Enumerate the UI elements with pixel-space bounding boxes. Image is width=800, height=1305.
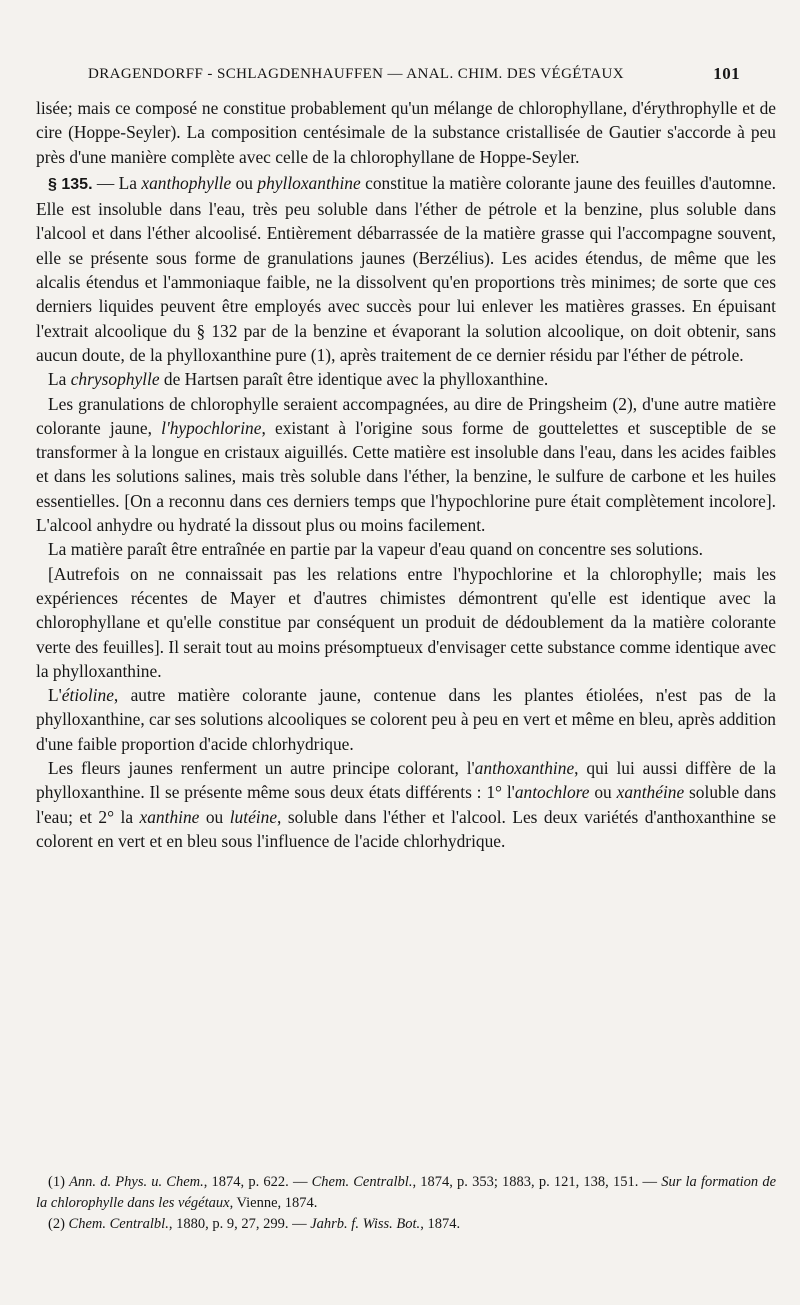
running-title: DRAGENDORFF - SCHLAGDENHAUFFEN — ANAL. CHIM. DES VÉGÉTAUX [88,66,624,82]
term-etioline: étioline [61,685,114,706]
text-run: de Hartsen paraît être identique avec la phylloxanthine. [159,369,549,390]
text-run: , soluble dans l'éther et l'alcool. Les deux variétés d'anthoxanthine se colorent en vert et en bleu sous l'influence de l'acide chlorhydrique. [36,806,776,851]
paragraph-vapeur: La matière paraît être entraînée en partie par la vapeur d'eau quand on concentre ses solutions. [48,539,703,560]
footnote-ref: Chem. Centralbl. [68,1216,169,1232]
text-run: ou [231,172,258,193]
text-run: L' [48,685,62,706]
section-number: § 135. [48,175,93,193]
term-antochlore: antochlore [514,782,590,803]
text-run: , qui lui aussi diffère de la phylloxanthine. Il se présente même sous deux états différents : 1° l' [36,758,776,803]
text-run: Les fleurs jaunes renferment un autre principe colorant, l' [48,758,475,779]
footnotes [36,1172,776,1235]
term-anthoxanthine: anthoxanthine [474,758,575,779]
footnote-ref: Chem. Centralbl. [311,1174,413,1190]
term-chrysophylle: chrysophylle [70,369,160,390]
text-run: soluble dans l'eau; et 2° la [36,782,776,827]
paragraph-hypochlorine [36,392,776,538]
footnote-ref: Sur la formation de la chlorophylle dans les végétaux [36,1174,777,1211]
term-luteine: lutéine [229,806,278,827]
paragraph-section-135 [36,171,776,367]
term-xanthine: xanthine [139,806,200,827]
text-run: constitue la matière colorante jaune des feuilles d'automne. Elle est insoluble dans l'eau, très peu soluble dans l'éther de pétrole et la benzine, plus soluble dans l'alcool et dans l'éther alcoolisé. Entièrement débarrassée de la matière grasse qui l'accompagne souvent, elle se présente sous forme de granulations jaunes (Berzélius). Les acides étendus, de même que les alcalis étendus et l'ammoniaque faible, ne la dissolvent qu'en proportions très minimes; de sorte que ces derniers liquides peuvent être employés avec succès pour lui enlever les matières grasses. En épuisant l'extrait alcoolique du § 132 par de la benzine et évaporant la solution alcoolique, on doit obtenir, sans aucun doute, de la phylloxanthine pure (1), après traitement de ce dernier résidu par l'éther de pétrole. [36,172,777,365]
text-run: , autre matière colorante jaune, contenue dans les plantes étiolées, n'est pas de la phylloxanthine, car ses solutions alcooliques se colorent peu à peu en vert et même en bleu, après addition d'une faible proportion d'acide chlorhydrique. [36,685,776,754]
paragraph-autrefois: [Autrefois on ne connaissait pas les relations entre l'hypochlorine et la chlorophylle; mais les expériences récentes de Mayer et d'autres chimistes démontrent qu'elle est identique avec la chlorophyllane et qu'elle constitue par conséquent un produit de dédoublement da la matière colorante verte des feuilles]. Il serait tout au moins présomptueux d'envisager cette substance comme identique avec la phylloxanthine. [36,563,776,681]
text-run: , Vienne, 1874. [229,1195,318,1211]
term-xanthophylle: xanthophylle [141,172,232,193]
paragraph-chrysophylle [36,367,776,391]
text-run: , 1874, p. 622. — [203,1174,312,1190]
text-run: La [48,369,71,390]
footnote-2 [36,1214,776,1235]
term-xantheine: xanthéine [616,782,685,803]
paragraph-etioline [36,683,776,756]
text-run: , 1874. [420,1216,461,1232]
paragraph-continuation: lisée; mais ce composé ne constitue probablement qu'un mélange de chlorophyllane, d'érythrophylle et de cire (Hoppe-Seyler). La composition centésimale de la substance cristallisée de Gautier s'accorde à peu près d'une manière complète avec celle de la chlorophyllane de Hoppe-Seyler. [36,98,776,167]
text-run: Les granulations de chlorophylle seraient accompagnées, au dire de Pringsheim (2), d'une autre matière colorante jaune, [36,393,776,438]
page-header [88,64,740,90]
paragraph-anthoxanthine [36,756,776,853]
footnote-mark: (1) [48,1174,70,1190]
text-run: ou [199,806,230,827]
footnote-ref: Jahrb. f. Wiss. Bot. [310,1216,421,1232]
text-run: , 1880, p. 9, 27, 299. — [168,1216,311,1232]
text-run: , 1874, p. 353; 1883, p. 121, 138, 151. — [412,1174,662,1190]
page-number: 101 [713,64,740,83]
text-run: , existant à l'origine sous forme de gouttelettes et susceptible de se transformer à la longue en cristaux aiguillés. Cette matière est insoluble dans l'eau, dans les acides faibles et dans les solutions salines, mais très soluble dans l'éther, la benzine, le sulfure de carbone et les huiles essentielles. [On a reconnu dans ces derniers temps que l'hypochlorine pure était complètement incolore]. L'alcool anhydre ou hydraté la dissout plus ou moins facilement. [36,417,776,536]
text-run: — La [92,172,142,193]
footnote-ref: Ann. d. Phys. u. Chem. [69,1174,204,1190]
footnote-1 [36,1172,776,1214]
footnote-mark: (2) [48,1216,69,1232]
term-hypochlorine: l'hypochlorine [161,417,262,438]
page-body [36,96,776,853]
text-run: ou [589,782,617,803]
term-phylloxanthine: phylloxanthine [257,172,361,193]
